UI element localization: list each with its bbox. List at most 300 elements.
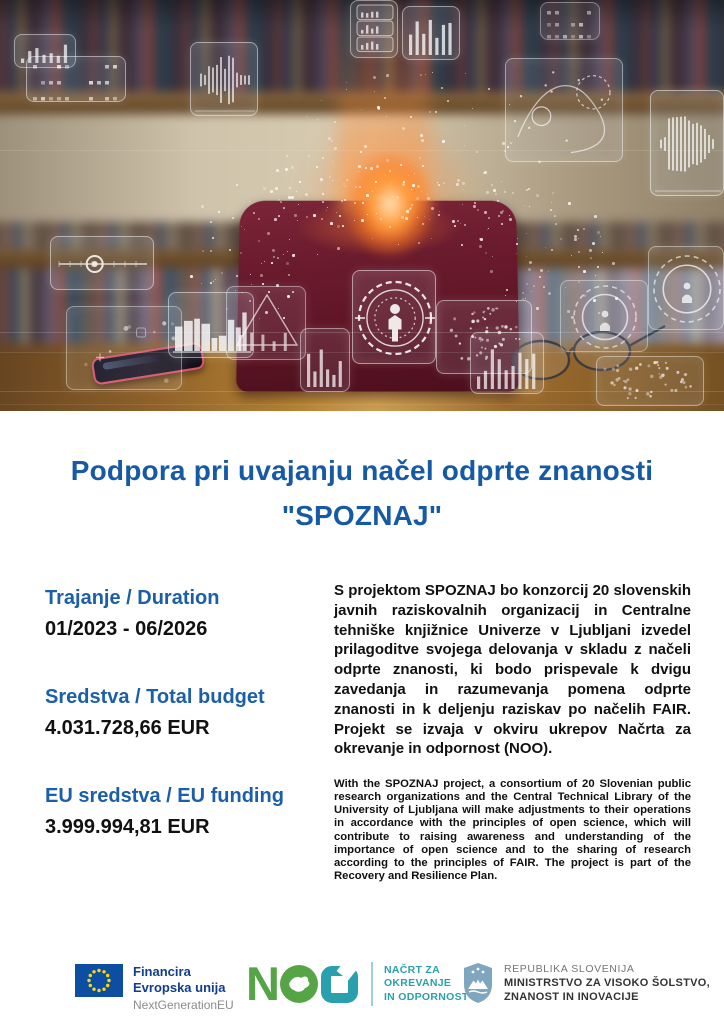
- particle-dot: [272, 249, 275, 252]
- particle-dot: [505, 295, 506, 296]
- person-target-icon: [352, 270, 436, 364]
- particle-dot: [456, 183, 459, 186]
- particle-dot: [512, 192, 514, 194]
- particle-dot: [418, 242, 420, 244]
- fact-label: Trajanje / Duration: [45, 587, 220, 609]
- particle-dot: [462, 182, 465, 185]
- particle-dot: [517, 238, 518, 239]
- particle-dot: [571, 255, 572, 256]
- particle-dot: [439, 211, 440, 212]
- noo-caption-line3: IN ODPORNOST: [383, 990, 469, 1003]
- particle-dot: [493, 189, 496, 192]
- waveform-icon: [650, 90, 724, 196]
- particle-dot: [429, 111, 431, 113]
- particle-dot: [336, 212, 337, 213]
- particle-dot: [258, 240, 260, 242]
- particle-dot: [299, 196, 300, 197]
- particle-dot: [484, 211, 487, 214]
- particle-dot: [305, 193, 308, 196]
- fact-label: EU sredstva / EU funding: [45, 785, 284, 807]
- particle-dot: [472, 108, 473, 109]
- particle-dot: [427, 194, 428, 195]
- particle-dot: [495, 193, 497, 195]
- particle-dot: [411, 204, 413, 206]
- particle-dot: [602, 252, 603, 253]
- holo-line: [0, 391, 724, 392]
- holo-line: [0, 150, 724, 151]
- particle-dot: [384, 97, 386, 99]
- logo-divider: [371, 962, 373, 1006]
- particle-dot: [275, 187, 278, 190]
- particle-dot: [597, 231, 600, 234]
- particle-dot: [501, 223, 503, 225]
- ministry-name-line2: ZNANOST IN INOVACIJE: [504, 991, 639, 1003]
- particle-dot: [260, 274, 263, 277]
- particle-dot: [529, 206, 530, 207]
- particle-dot: [380, 218, 382, 220]
- particle-dot: [465, 73, 466, 74]
- fact-value: 01/2023 - 06/2026: [45, 618, 208, 640]
- particle-dot: [412, 184, 415, 187]
- particle-dot: [210, 221, 212, 223]
- particle-dot: [389, 170, 391, 172]
- particle-dot: [583, 228, 585, 230]
- particle-dot: [276, 169, 279, 172]
- particle-dot: [291, 196, 294, 199]
- particle-dot: [396, 216, 397, 217]
- particle-dot: [321, 100, 322, 101]
- particle-dot: [360, 151, 362, 153]
- particle-dot: [410, 116, 412, 118]
- particle-dot: [422, 165, 424, 167]
- particle-dot: [322, 201, 324, 203]
- particle-dot: [484, 171, 487, 174]
- particle-dot: [417, 185, 420, 188]
- particle-dot: [522, 292, 524, 294]
- slider-icon: [50, 236, 154, 290]
- project-description: [334, 581, 691, 883]
- eu-funding-logo: [75, 964, 234, 1013]
- particle-dot: [339, 215, 341, 217]
- particle-dot: [372, 238, 373, 239]
- page-title-line2: "SPOZNAJ": [281, 500, 443, 531]
- particle-dot: [330, 222, 333, 225]
- particle-dot: [359, 186, 361, 188]
- particle-dot: [386, 74, 389, 77]
- particle-dot: [526, 283, 528, 285]
- noo-letter-o-open: [321, 966, 358, 1003]
- particle-dot: [552, 192, 554, 194]
- particle-dot: [409, 162, 410, 163]
- particle-dot: [597, 266, 599, 268]
- holo-line: [0, 332, 724, 333]
- particle-dot: [263, 187, 266, 190]
- particle-dot: [390, 185, 391, 186]
- particle-dot: [474, 202, 476, 204]
- particle-dot: [506, 289, 508, 291]
- bar-chart-icon: [470, 332, 544, 394]
- particle-dot: [490, 270, 493, 273]
- particle-dot: [464, 224, 466, 226]
- particle-dot: [236, 184, 238, 186]
- noo-letter-n: N: [246, 957, 278, 1010]
- particle-dot: [543, 286, 545, 288]
- particle-dot: [267, 232, 270, 235]
- particle-dot: [201, 283, 202, 284]
- particle-dot: [277, 257, 279, 259]
- particle-dot: [244, 229, 245, 230]
- particle-dot: [278, 215, 280, 217]
- particle-dot: [488, 217, 490, 219]
- particle-dot: [212, 237, 214, 239]
- holo-line: [0, 352, 724, 353]
- particle-dot: [509, 215, 510, 216]
- particle-dot: [296, 191, 297, 192]
- particle-dot: [486, 191, 489, 194]
- ministry-name-line1: MINISTRSTVO ZA VISOKO ŠOLSTVO,: [504, 977, 710, 989]
- particle-dot: [406, 210, 409, 213]
- slovenia-coat-of-arms-icon: [463, 962, 493, 1004]
- particle-dot: [362, 202, 364, 204]
- particle-dot: [342, 225, 344, 227]
- particle-dot: [594, 215, 597, 218]
- particle-dot: [464, 125, 465, 126]
- particle-dot: [262, 283, 264, 285]
- particle-dot: [366, 194, 369, 197]
- stacked-cards-icon: [350, 0, 398, 58]
- fact-value: 4.031.728,66 EUR: [45, 717, 210, 739]
- fact-list: [45, 586, 325, 883]
- particle-dot: [364, 145, 367, 148]
- particle-dot: [536, 194, 539, 197]
- particle-dot: [447, 100, 449, 102]
- particle-dot: [306, 116, 307, 117]
- particle-dot: [337, 247, 340, 250]
- particle-dot: [540, 269, 543, 272]
- eu-funding-line2: Evropska unija: [133, 980, 226, 995]
- particle-dot: [421, 191, 422, 192]
- slovenia-map-icon: [280, 965, 318, 1003]
- particle-dot: [332, 161, 333, 162]
- particle-dot: [487, 229, 488, 230]
- ministry-logo-text: [504, 962, 710, 1004]
- particle-dot: [435, 111, 437, 113]
- fact-eu-funding: [45, 784, 325, 839]
- particle-dot: [421, 139, 424, 142]
- particle-dot: [221, 272, 223, 274]
- particle-dot: [457, 179, 460, 182]
- particle-dot: [551, 249, 553, 251]
- particle-dot: [287, 251, 288, 252]
- particle-dot: [386, 116, 387, 117]
- rings-icon: [648, 246, 724, 330]
- particle-dot: [370, 167, 373, 170]
- particle-dot: [548, 292, 551, 295]
- particle-dot: [555, 223, 557, 225]
- particle-dot: [504, 191, 506, 193]
- particle-dot: [292, 254, 295, 257]
- particle-dot: [457, 220, 459, 222]
- particle-dot: [438, 184, 440, 186]
- particle-dot: [297, 220, 298, 221]
- particle-dot: [218, 211, 220, 213]
- particle-dot: [294, 214, 297, 217]
- particle-dot: [479, 245, 482, 248]
- particle-dot: [460, 223, 461, 224]
- particle-dot: [528, 268, 531, 271]
- particle-dot: [402, 183, 405, 186]
- particle-dot: [391, 182, 392, 183]
- particle-dot: [516, 243, 518, 245]
- particle-dot: [210, 282, 212, 284]
- particle-dot: [331, 140, 333, 142]
- particle-dot: [322, 193, 324, 195]
- particle-dot: [385, 175, 386, 176]
- particle-dot: [414, 173, 415, 174]
- particle-dot: [577, 229, 579, 231]
- particle-dot: [264, 261, 265, 262]
- particle-dot: [322, 157, 324, 159]
- particle-dot: [554, 215, 556, 217]
- particle-dot: [516, 253, 517, 254]
- particle-dot: [190, 275, 193, 278]
- particle-dot: [288, 196, 291, 199]
- particle-dot: [528, 188, 530, 190]
- particle-dot: [525, 298, 526, 299]
- holo-line: [0, 404, 724, 405]
- particle-dot: [425, 74, 426, 75]
- particle-dot: [283, 254, 284, 255]
- particle-dot: [289, 187, 291, 189]
- noo-caption-line1: NAČRT ZA: [383, 963, 441, 976]
- particle-dot: [215, 279, 216, 280]
- particle-dot: [344, 199, 346, 201]
- particle-dot: [354, 202, 356, 204]
- particle-dot: [583, 270, 586, 273]
- fact-total-budget: [45, 685, 325, 740]
- particle-dot: [202, 250, 204, 252]
- particle-dot: [213, 281, 214, 282]
- particle-dot: [361, 109, 362, 110]
- particle-dot: [250, 274, 251, 275]
- particle-dot: [249, 201, 250, 202]
- particle-dot: [332, 180, 333, 181]
- particle-dot: [560, 238, 562, 240]
- nextgeneu-label: NextGenerationEU: [133, 998, 234, 1012]
- particle-dot: [361, 219, 364, 222]
- description-slovenian: S projektom SPOZNAJ bo konzorcij 20 slovenskih javnih raziskovalnih organizacij in Centralne tehniške knjižnice Univerze v Ljubljani izvedel prilagoditve svojega delovanja v skladu z načeli odprte znanosti, ki bodo prispevale k dvigu zavedanja in razumevanja pomena odprte znanosti in k deljenju raziskav po načelih FAIR. Projekt se izvaja v okviru ukrepov Načrta za okrevanje in odpornost (NOO).: [334, 582, 691, 758]
- particle-dot: [568, 202, 571, 205]
- particle-dot: [550, 209, 552, 211]
- particle-dot: [548, 271, 549, 272]
- particle-dot: [327, 207, 328, 208]
- ministry-country-line: REPUBLIKA SLOVENIJA: [504, 963, 635, 975]
- particle-dot: [600, 236, 601, 237]
- particle-dot: [298, 204, 299, 205]
- particle-dot: [273, 256, 275, 258]
- particle-dot: [461, 244, 463, 246]
- particle-dot: [326, 210, 327, 211]
- world-map-dots-icon: [596, 356, 704, 406]
- particle-dot: [578, 251, 580, 253]
- particle-dot: [492, 256, 493, 257]
- particle-dot: [299, 181, 301, 183]
- particle-dot: [422, 223, 424, 225]
- dot-matrix-icon: [540, 2, 600, 40]
- particle-dot: [274, 218, 277, 221]
- particle-dot: [317, 119, 318, 120]
- particle-dot: [328, 137, 331, 140]
- noo-caption: [384, 964, 469, 1005]
- particle-dot: [286, 155, 288, 157]
- particle-dot: [283, 207, 285, 209]
- particle-dot: [531, 291, 532, 292]
- sparse-icons-icon: [66, 306, 182, 390]
- particle-dot: [526, 256, 527, 257]
- particle-dot: [343, 183, 345, 185]
- particle-dot: [378, 108, 380, 110]
- particle-dot: [405, 217, 408, 220]
- particle-dot: [329, 176, 331, 178]
- particle-dot: [431, 238, 432, 239]
- particle-dot: [438, 214, 440, 216]
- particle-dot: [431, 207, 434, 210]
- particle-dot: [473, 205, 476, 208]
- particle-dot: [462, 204, 463, 205]
- particle-dot: [417, 217, 418, 218]
- particle-dot: [533, 285, 535, 287]
- particle-dot: [485, 252, 487, 254]
- particle-dot: [416, 197, 419, 200]
- particle-dot: [578, 266, 580, 268]
- fact-value: 3.999.994,81 EUR: [45, 816, 210, 838]
- particle-dot: [578, 238, 579, 239]
- prism-chart-icon: [226, 286, 306, 360]
- particle-dot: [509, 218, 512, 221]
- particle-dot: [612, 262, 615, 265]
- particle-dot: [337, 225, 340, 228]
- particle-dot: [464, 145, 465, 146]
- particle-dot: [437, 182, 438, 183]
- particle-dot: [411, 189, 412, 190]
- particle-dot: [420, 134, 423, 137]
- particle-dot: [210, 250, 212, 252]
- particle-dot: [306, 216, 308, 218]
- particle-dot: [345, 186, 346, 187]
- particle-dot: [398, 244, 399, 245]
- description-english: With the SPOZNAJ project, a consortium of 20 Slovenian public research organizations and the Central Technical Library of the University of Ljubljana will make adjustments to their operations in accordance with the principles of open science, which will contribute to raising awareness and understanding of the importance of open science and to the sharing of research according to the principles of FAIR. The project is part of the Recovery and Resilience Plan.: [334, 778, 691, 882]
- noo-logo: [246, 957, 469, 1010]
- particle-dot: [442, 140, 445, 143]
- particle-dot: [358, 171, 359, 172]
- particle-dot: [551, 202, 552, 203]
- fact-duration: [45, 586, 325, 641]
- particle-dot: [389, 226, 391, 228]
- particle-dot: [419, 157, 421, 159]
- particle-dot: [420, 74, 422, 76]
- particle-dot: [498, 215, 500, 217]
- fact-label: Sredstva / Total budget: [45, 686, 265, 708]
- particle-dot: [313, 214, 316, 217]
- particle-dot: [240, 252, 242, 254]
- particle-dot: [476, 151, 478, 153]
- particle-dot: [477, 209, 479, 211]
- particle-dot: [236, 275, 238, 277]
- particle-dot: [402, 127, 405, 130]
- particle-dot: [258, 218, 260, 220]
- particle-dot: [341, 200, 343, 202]
- particle-dot: [409, 208, 411, 210]
- particle-dot: [488, 88, 490, 90]
- particle-dot: [308, 155, 310, 157]
- particle-dot: [229, 249, 231, 251]
- particle-dot: [480, 238, 483, 241]
- particle-dot: [358, 165, 361, 168]
- particle-dot: [375, 181, 377, 183]
- particle-dot: [271, 262, 273, 264]
- particle-dot: [539, 276, 541, 278]
- particle-dot: [545, 247, 546, 248]
- particle-dot: [529, 261, 532, 264]
- particle-dot: [373, 76, 376, 79]
- noo-o-gap: [337, 960, 357, 979]
- ministry-logo: [463, 962, 710, 1004]
- particle-dot: [201, 205, 204, 208]
- footer-logos: [0, 952, 724, 1018]
- particle-dot: [454, 225, 456, 227]
- bar-chart-icon: [300, 328, 350, 392]
- particle-dot: [232, 217, 234, 219]
- particle-dot: [488, 228, 489, 229]
- network-sketch-icon: [505, 58, 623, 162]
- dot-matrix-icon: [26, 56, 126, 102]
- particle-dot: [393, 196, 394, 197]
- particle-dot: [321, 218, 323, 220]
- particle-dot: [288, 274, 290, 276]
- particle-dot: [536, 307, 539, 310]
- particle-dot: [253, 212, 255, 214]
- particle-dot: [574, 238, 577, 241]
- particle-dot: [376, 213, 377, 214]
- particle-dot: [355, 186, 357, 188]
- particle-dot: [462, 189, 463, 190]
- particle-dot: [289, 239, 290, 240]
- page-title-line1: Podpora pri uvajanju načel odprte znanosti: [70, 455, 654, 486]
- particle-dot: [401, 216, 404, 219]
- eu-funding-line1: Financira: [133, 964, 191, 979]
- particle-dot: [354, 220, 355, 221]
- rings-icon: [560, 280, 648, 352]
- particle-dot: [280, 201, 282, 203]
- particle-dot: [589, 249, 592, 252]
- particle-dot: [285, 168, 288, 171]
- particle-dot: [270, 190, 273, 193]
- bar-chart-icon: [402, 6, 460, 60]
- particle-dot: [372, 191, 373, 192]
- particle-dot: [590, 257, 592, 259]
- particle-dot: [595, 275, 596, 276]
- particle-dot: [424, 216, 425, 217]
- particle-dot: [346, 179, 348, 181]
- particle-dot: [386, 159, 389, 162]
- particle-dot: [286, 262, 289, 265]
- hero-image: [0, 0, 724, 411]
- waveform-icon: [190, 42, 258, 116]
- particle-dot: [396, 196, 399, 199]
- particle-dot: [491, 184, 493, 186]
- particle-dot: [291, 166, 294, 169]
- particle-dot: [367, 214, 368, 215]
